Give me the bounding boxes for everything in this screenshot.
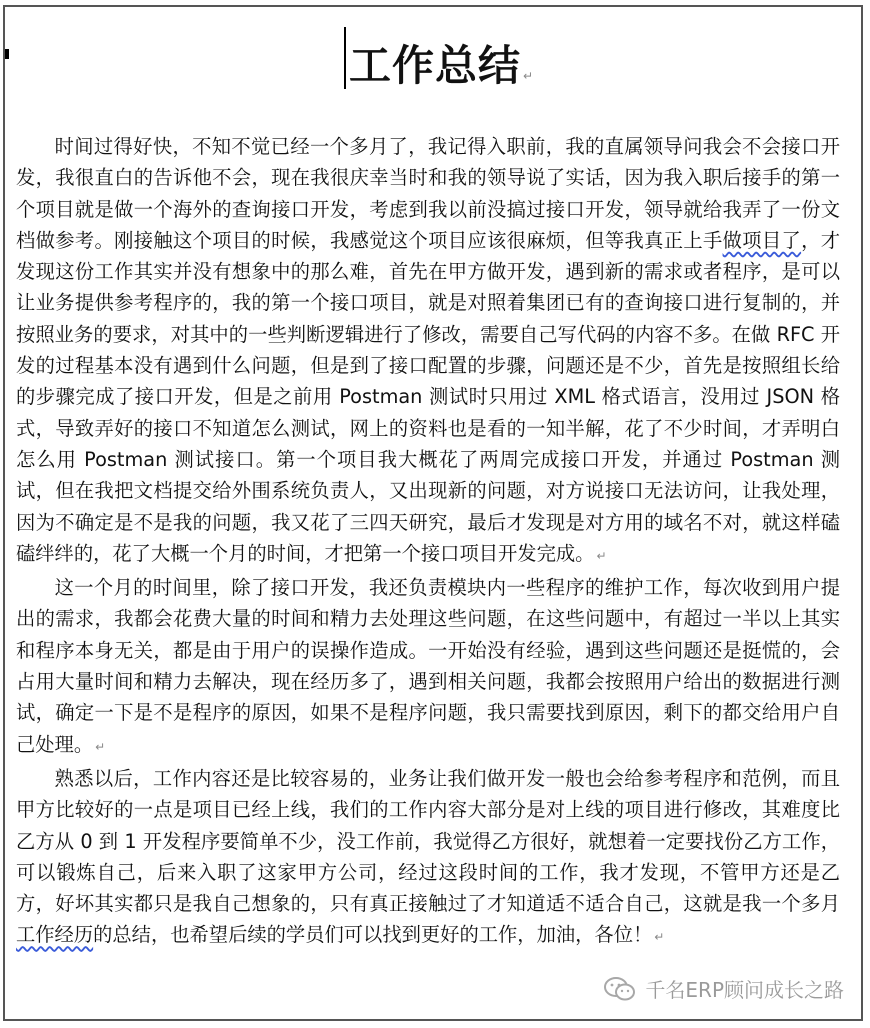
paragraph-1[interactable] [16,131,840,572]
text-run: ，才发现这份工作其实并没有想象中的那么难，首先在甲方做开发，遇到新的需求或者程序，是可以让业务提供参考程序的，我的第一个接口项目，就是对照着集团已有的查询接口进行复制的，并按照业务的要求，对其中的一些判断逻辑进行了修改，需要自己写代码的内容不多。在做 RFC 开发的过程基本没有遇到什么问题，但是到了接口配置的步骤，问题还是不少，首先是按照组长给的步骤完成了接口开发，但是之前用 Postman 测试时只用过 XML 格式语言，没用过 JSON 格式，导致弄好的接口不知道怎么测试，网上的资料也是看的一知半解，花了不少时间，才弄明白怎么用 Postman 测试接口。第一个项目我大概花了两周完成接口开发，并通过 Postman 测试，但在我把文档提交给外围系统负责人，又出现新的问题，对方说接口无法访问，让我处理，因为不确定是不是我的问题，我又花了三四天研究，最后才发现是对方用的域名不对，就这样磕磕绊绊的，花了大概一个月的时间，才把第一个接口项目开发完成。 [16,228,841,565]
watermark [603,974,844,1003]
paragraph-mark: ↵ [596,548,607,563]
document-title[interactable] [349,33,534,93]
paragraph-mark: ↵ [95,739,106,754]
document-body[interactable] [16,131,840,954]
text-run: 时间过得好快，不知不觉已经一个多月了，我记得入职前，我的直属领导问我会不会接口开发，我很直白的告诉他不会，现在我很庆幸当时和我的领导说了实话，因为我入职后接手的第一个项目就是做一个海外的查询接口开发，考虑到我以前没搞过接口开发，领导就给我弄了一份文档做参考。刚接触这个项目的时候，我感觉这个项目应该很麻烦，但等我真正上手 [16,135,840,252]
paragraph-mark: ↵ [654,930,665,945]
paragraph-3[interactable] [16,763,840,954]
margin-marker [5,49,9,59]
wechat-icon [603,975,637,1003]
paragraph-mark: ↵ [523,69,535,83]
spellcheck-underlined-text[interactable]: 做项目了 [722,228,802,252]
text-run: 熟悉以后，工作内容还是比较容易的，业务让我们做开发一般也会给参考程序和范例，而且甲方比较好的一点是项目已经上线，我们的工作内容大部分是对上线的项目进行修改，其难度比乙方从 0 到 1 开发程序要简单不少，没工作前，我觉得乙方很好，就想着一定要找份乙方工作，可以锻炼自己，后来入职了这家甲方公司，经过这段时间的工作，我才发现，不管甲方还是乙方，好坏其实都只是我自己想象的，只有真正接触过了才知道适不适合自己，这就是我一个多月 [16,766,840,916]
text-run: 的总结，也希望后续的学员们可以找到更好的工作，加油，各位！ [93,923,653,947]
text-cursor [344,27,346,89]
text-run: 这一个月的时间里，除了接口开发，我还负责模块内一些程序的维护工作，每次收到用户提出的需求，我都会花费大量的时间和精力去处理这些问题，在这些问题中，有超过一半以上其实和程序本身无关，都是由于用户的误操作造成。一开始没有经验，遇到这些问题还是挺慌的，会占用大量时间和精力去解决，现在经历多了，遇到相关问题，我都会按照用户给出的数据进行测试，确定一下是不是程序的原因，如果不是程序问题，我只需要找到原因，剩下的都交给用户自己处理。 [16,576,840,756]
paragraph-2[interactable] [16,572,840,763]
title-text[interactable]: 工作总结 [349,41,522,90]
spellcheck-underlined-text[interactable]: 工作经历 [16,923,94,947]
watermark-text: 千名ERP顾问成长之路 [645,978,844,1002]
document-page [3,5,863,1021]
